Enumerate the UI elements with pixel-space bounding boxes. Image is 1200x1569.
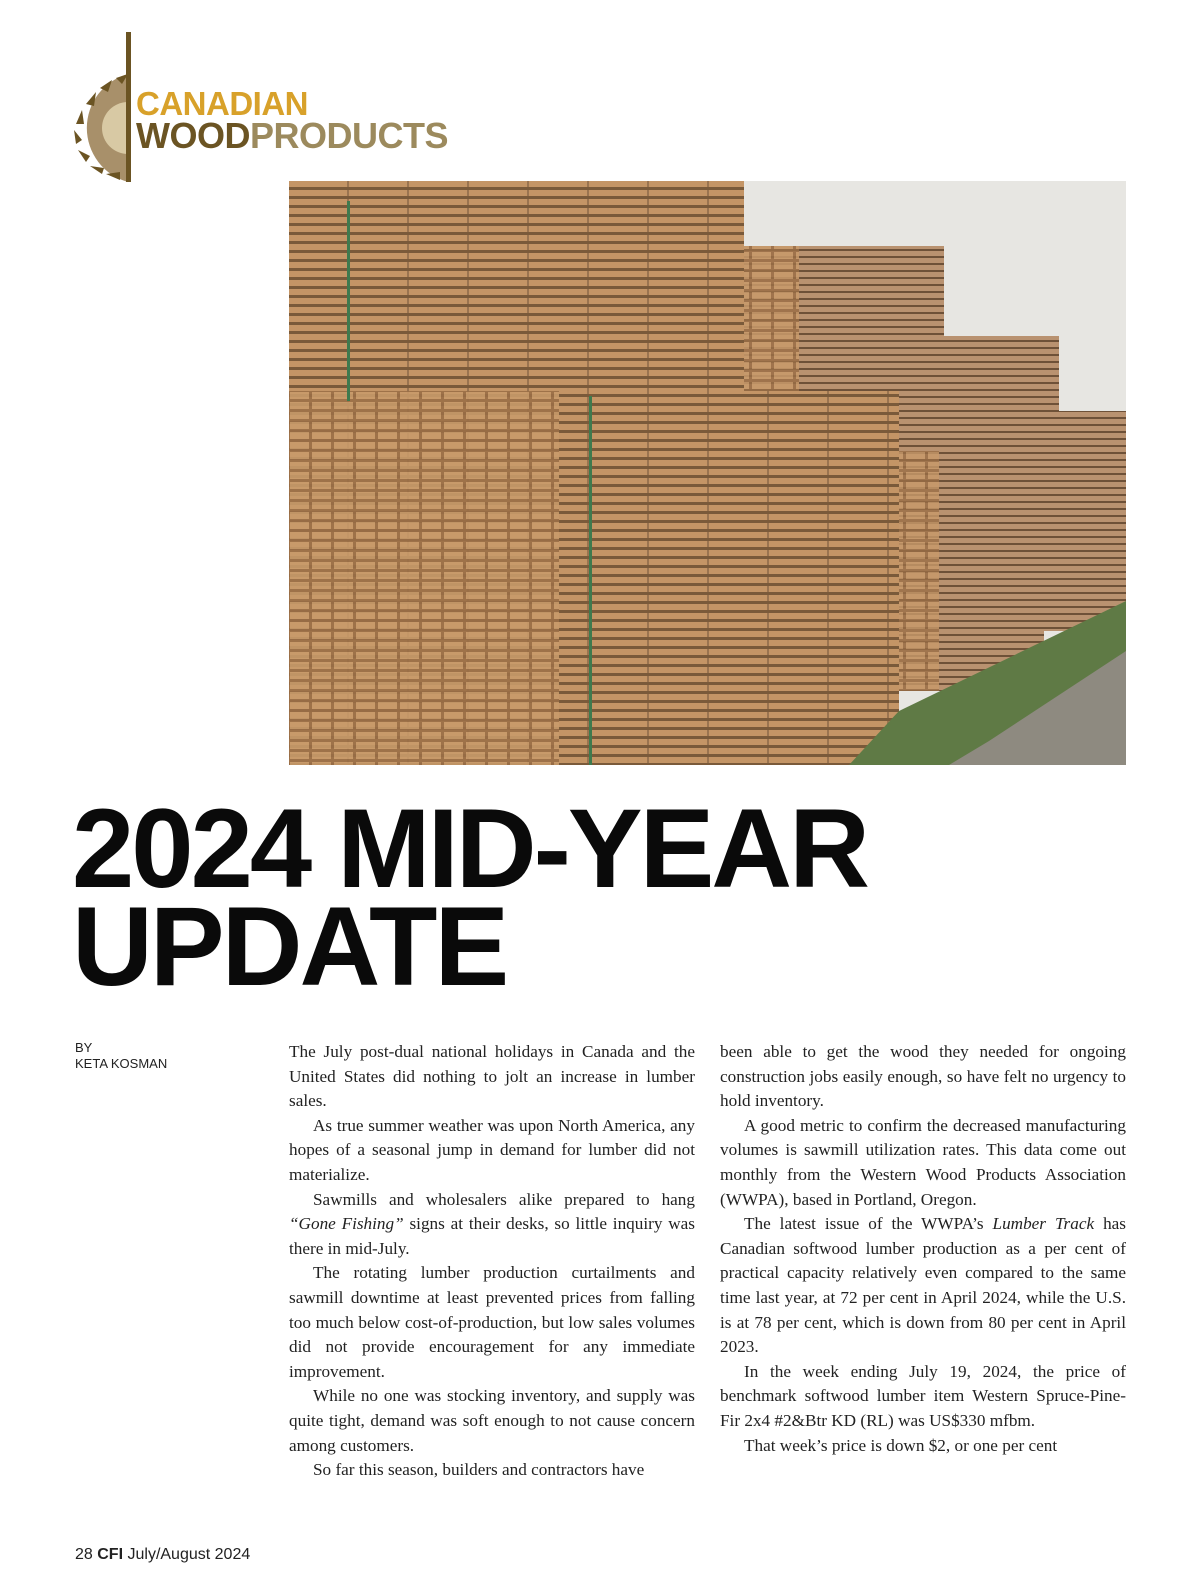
paragraph: As true summer weather was upon North America, any hopes of a seasonal jump in demand for lumber did not materialize. — [289, 1115, 695, 1184]
paragraph: In the week ending July 19, 2024, the price of benchmark softwood lumber item Western Spruce-Pine-Fir 2x4 #2&Btr KD (RL) was US$330 mfbm. — [720, 1361, 1126, 1430]
paragraph: The rotating lumber production curtailments and sawmill downtime at least prevented prices from falling too much below cost-of-production, but low sales volumes did not provide encouragement for any immediate improvement. — [289, 1263, 695, 1381]
page-footer — [75, 1546, 250, 1564]
emphasis-text: “Gone Fishing” — [289, 1214, 404, 1234]
paragraph: So far this season, builders and contractors have — [313, 1460, 645, 1480]
headline-line-2: UPDATE — [72, 884, 507, 1009]
article-headline — [72, 786, 868, 1009]
byline-author: KETA KOSMAN — [75, 1056, 168, 1071]
lumber-stacks-photo — [289, 181, 1126, 765]
logo-word-products: PRODUCTS — [249, 115, 448, 156]
emphasis-text: Lumber Track — [992, 1214, 1095, 1234]
magazine-name: CFI — [97, 1546, 124, 1563]
logo-word-wood: WOOD — [136, 115, 250, 156]
text-run: The latest issue of the WWPA’s — [744, 1214, 993, 1234]
paragraph: The July post-dual national holidays in Canada and the United States did nothing to jolt an increase in lumber sales. — [289, 1042, 695, 1111]
paragraph: That week’s price is down $2, or one per cent — [744, 1435, 1058, 1455]
logo-line-canadian: CANADIAN — [136, 85, 308, 122]
saw-blade-icon — [68, 72, 132, 184]
byline-by: BY — [75, 1040, 93, 1055]
text-run: signs at their desks, so little inquiry was there in mid-July. — [289, 1214, 695, 1258]
headline-line-1: 2024 MID-YEAR — [72, 786, 868, 911]
byline — [75, 1040, 167, 1072]
logo-line-woodproducts — [136, 115, 448, 156]
article-column-1 — [289, 1040, 695, 1483]
article-column-2 — [720, 1040, 1126, 1458]
page-number: 28 — [75, 1546, 93, 1563]
logo-wordmark — [136, 85, 448, 156]
text-run: Sawmills and wholesalers alike prepared to hang — [313, 1189, 695, 1209]
logo-divider — [126, 32, 131, 182]
paragraph: A good metric to confirm the decreased manufacturing volumes is sawmill utilization rates. This data come out monthly from the Western Wood Products Association (WWPA), based in Portland, Oregon. — [720, 1115, 1126, 1209]
paragraph — [289, 1188, 695, 1262]
paragraph — [720, 1212, 1126, 1360]
canadian-wood-products-logo — [68, 32, 448, 184]
lumber-photo-illustration — [289, 181, 1126, 765]
text-run: has Canadian softwood lumber production as a per cent of practical capacity relatively even compared to the same time last year, at 72 per cent in April 2024, while the U.S. is at 78 per cent, which is down from 80 per cent in April 2023. — [720, 1214, 1126, 1357]
paragraph: While no one was stocking inventory, and supply was quite tight, demand was soft enough to not cause concern among customers. — [289, 1386, 695, 1455]
paragraph: been able to get the wood they needed for ongoing construction jobs easily enough, so have felt no urgency to hold inventory. — [720, 1042, 1126, 1111]
issue-date: July/August 2024 — [127, 1546, 251, 1563]
